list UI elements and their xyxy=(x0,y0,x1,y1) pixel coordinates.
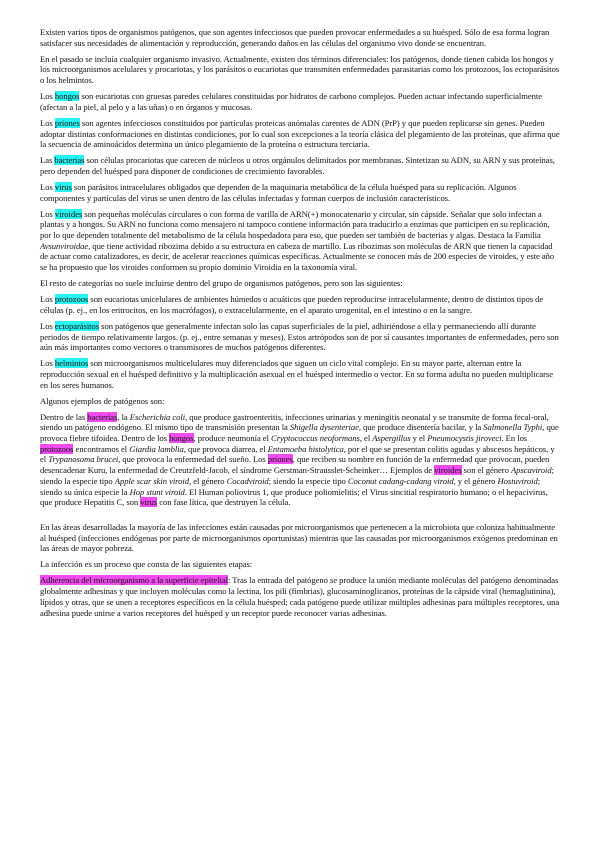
text-run: son parásitos intracelulares obligados que dependen de la maquinaria metabólica de la célula huésped para su replicación. Algunos componentes y partículas del virus se unen dentro de las células infectadas y forman cuerpos de inclusión característicos. xyxy=(40,181,517,203)
text-run: son agentes infecciosos constituidos por partículas proteicas anómalas carentes de ADN (PrP) y que pueden replicarse sin genes. Pueden adoptar distintas conformaciones en distintas condiciones, por lo cual son excepciones a la teoría clásica del plegamiento de las proteínas, que afirma que la secuencia de aminoácidos determina un único plegamiento de la proteína o estructura terciaria. xyxy=(40,117,560,150)
text-run: , que provoca fiebre tifoidea. Dentro de los xyxy=(40,422,559,444)
italic-term: Trypanosoma brucei xyxy=(48,454,119,465)
text-run: , que produce disentería bacilar, y la xyxy=(358,422,484,433)
italic-term: Hostuviroid xyxy=(497,475,538,486)
text-run: ; siendo la especie tipo xyxy=(40,465,554,486)
highlight-virus-example: virus xyxy=(140,497,158,508)
text-run: Los xyxy=(40,91,55,102)
highlight-bacterias: bacterias xyxy=(54,155,85,166)
text-run: , que produce gastroenteritis, infecciones urinarias y meningitis neonatal y se transmite de forma fecal-oral, siendo un patógeno endógeno. El mismo tipo de transmisión presentan la xyxy=(40,411,549,433)
text-run: , que provoca la enfermedad del sueño. Los xyxy=(118,454,268,465)
italic-term: Entamoeba histolytica xyxy=(267,443,344,454)
text-run: La infección es un proceso que consta de las siguientes etapas: xyxy=(40,559,253,570)
italic-term: Avsunviroidae xyxy=(40,240,89,251)
italic-term: Coconut cadang-cadang viroid xyxy=(347,475,454,486)
paragraph-priones xyxy=(40,118,562,150)
text-run: Los xyxy=(40,181,55,192)
text-run: . En los xyxy=(501,433,528,444)
text-run: , que provoca diarrea, el xyxy=(183,443,268,454)
highlight-protozoos: protozoos xyxy=(54,294,89,305)
paragraph-adherencia xyxy=(40,575,562,618)
text-run: son el género xyxy=(461,465,511,476)
text-run: Existen varios tipos de organismos patógenos, que son agentes infecciosos que pueden provocar enfermedades a su huésped. Sólo de esa forma logran satisfacer sus necesidades de alimentación y reproducción, generando daños en las células del organismo vivo donde se encuentran. xyxy=(40,27,550,48)
italic-term: Cocadviroid xyxy=(226,475,269,486)
text-run: : Tras la entrada del patógeno se produce la unión mediante moléculas del patógeno denominadas globalmente adhesinas y que incluyen moléculas como la lectina, los pili (fimbrias), glucosaminoglicanos, proteínas de la cápside viral (hemaglutinina), lípidos y otras, que se unen a receptores específicos en la célula huésped; cada patógeno puede utilizar múltiples adhesinas para múltiples receptores, una adhesina puede unirse a varios receptores del huésped y un receptor puede reconocer varias adhesinas. xyxy=(40,575,560,618)
text-run: , la xyxy=(117,411,130,422)
italic-term: Aspergillus xyxy=(372,433,411,444)
text-run: Los xyxy=(40,208,55,219)
text-run: Las xyxy=(40,155,55,166)
text-run: ; siendo su única especie la xyxy=(40,475,541,497)
text-run: , el xyxy=(359,433,373,444)
paragraph-viroides xyxy=(40,209,562,273)
italic-term: Hop stunt viroid xyxy=(129,486,185,497)
italic-term: Apple scar skin viroid xyxy=(114,475,189,486)
text-run: Los xyxy=(40,320,55,331)
text-run: . El Human poliovirus 1, que produce poliomielitis; el Virus sincitial respiratorio humano; o el hepacivirus, que produce Hepatitis C, son xyxy=(40,486,548,508)
text-run: Los xyxy=(40,117,55,128)
text-run: y el xyxy=(410,433,428,444)
text-run: encontramos el xyxy=(73,443,130,454)
highlight-hongos-example: hongos xyxy=(169,433,194,444)
paragraph-developed-areas xyxy=(40,522,562,554)
text-run: En las áreas desarrolladas la mayoría de las infecciones están causadas por microorganismos que pertenecen a la microbiota que coloniza habitualmente al huésped (infecciones endógenas por parte de microorganismos oportunistas) mientras que las causadas por microorganismos exógenos predominan en las áreas de mayor pobreza. xyxy=(40,521,558,554)
paragraph-other-categories xyxy=(40,278,562,289)
italic-term: Cryptococcus neoformans xyxy=(271,433,360,444)
highlight-priones: priones xyxy=(54,117,80,128)
document-page xyxy=(40,27,562,624)
highlight-hongos: hongos xyxy=(54,91,80,102)
italic-term: Salmonella Typhi xyxy=(483,422,543,433)
italic-term: Pneumocystis jiroveci xyxy=(427,433,502,444)
text-run: En el pasado se incluía cualquier organismo invasivo. Actualmente, existen dos términos diferenciales: los patógenos, donde tienen cabida los hongos y los microorganismos acelulares y procariotas, y los parásitos o eucariotas que transmiten enfermedades parasitarias como los protozoos, los ectoparásitos o los helmintos. xyxy=(40,53,560,86)
text-run: ; siendo la especie tipo xyxy=(268,475,348,486)
text-run: Dentro de las xyxy=(40,411,88,422)
text-run: Los xyxy=(40,358,55,369)
paragraph-bacterias xyxy=(40,155,562,176)
highlight-viroides-example: viroides xyxy=(434,465,462,476)
text-run: , el género xyxy=(189,475,227,486)
paragraph-protozoos xyxy=(40,294,562,315)
text-run: son células procariotas que carecen de núcleos u otros orgánulos delimitados por membranas. Sintetizan su ADN, su ARN y sus proteínas, pero dependen del huésped para disponer de condiciones de crecimiento favorables. xyxy=(40,155,555,176)
paragraph-hongos xyxy=(40,91,562,112)
highlight-viroides: viroides xyxy=(54,208,83,219)
highlight-helmintos: helmintos xyxy=(54,358,89,369)
italic-term: Giardia lamblia xyxy=(129,443,184,454)
text-run: son microorganismos multicelulares muy diferenciados que siguen un ciclo vital complejo. En su mayor parte, alternan entre la reproducción sexual en el huésped definitivo y la multiplicación asexual en el huésped intermedio o vector. En su forma adulta no pueden multiplicarse en los seres humanos. xyxy=(40,358,553,390)
highlight-adherencia: Adherencia del microorganismo a la superficie epitelial xyxy=(40,575,228,586)
text-run: son patógenos que generalmente infectan solo las capas superficiales de la piel, adhiriéndose a ella y permaneciendo allí durante periodos de tiempo relativamente largos. (p. ej., entre semanas y meses). Estos artrópodos son de por sí causantes importantes de enfermedades, pero son aún más importantes como vectores o transmisores de muchos patógenos diferentes. xyxy=(40,320,559,353)
paragraph-infection-stages xyxy=(40,559,562,570)
highlight-ectoparasitos: ectoparásitos xyxy=(54,320,100,331)
italic-term: Shigella dysenteriae xyxy=(289,422,359,433)
text-run: , produce neumonía el xyxy=(193,433,272,444)
paragraph-examples-heading xyxy=(40,396,562,407)
text-run: con fase lítica, que destruyen la célula. xyxy=(157,497,291,508)
text-run: El resto de categorías no suele incluirse dentro del grupo de organismos patógenos, pero son las siguientes: xyxy=(40,278,403,289)
text-run: son eucariotas unicelulares de ambientes húmedos o acuáticos que pueden reproducirse intracelularmente, dentro de distintos tipos de células (p. ej., en los eritrocitos, en los macrófagos), o extracelularmente, en el aparato urogenital, en el intestino o en la sangre. xyxy=(40,294,544,315)
text-run: Los xyxy=(40,294,55,305)
italic-term: Escherichia coli xyxy=(129,411,186,422)
highlight-virus: virus xyxy=(54,181,72,192)
paragraph-virus xyxy=(40,182,562,203)
text-run: , por el que se presentan colitis agudas y abscesos hepáticos, y el xyxy=(40,443,555,465)
text-run: , y el género xyxy=(453,475,498,486)
highlight-priones-example: priones xyxy=(267,454,293,465)
text-run: Algunos ejemplos de patógenos son: xyxy=(40,395,165,406)
text-run: son pequeñas moléculas circulares o con forma de varilla de ARN(+) monocatenario y circular, sin cápside. Señalar que solo infectan a plantas y a hongos. Su ARN no funciona como mensajero ni tampoco contiene información para traducirlo a enzimas que participen en su replicación, por lo que dependen totalmente del metabolismo de la célula hospedadora para eso, que pueden ser también de bacterias y algas. Destaca la Familia xyxy=(40,208,550,241)
highlight-bacterias-example: bacterias xyxy=(87,411,118,422)
paragraph-intro xyxy=(40,27,562,48)
text-run: , que tiene actividad ribozima debido a su estructura en cabeza de martillo. Las ribozimas son moléculas de ARN que tienen la capacidad de actuar como catalizadores, es decir, de acelerar reacciones químicas específicas. Actualmente se conocen más de 200 especies de viroides, y este año se ha propuesto que los viroides conformen su propio dominio Viroidia en la taxonomía viral. xyxy=(40,240,555,273)
paragraph-history xyxy=(40,54,562,86)
highlight-protozoos-example: protozoos xyxy=(40,443,74,454)
text-run: son eucariotas con gruesas paredes celulares constituidas por hidratos de carbono complejos. Pueden actuar infectando superficialmente (afectan a la piel, al pelo y a las uñas) o en órganos y mucosas. xyxy=(40,91,543,112)
paragraph-ectoparasitos xyxy=(40,321,562,353)
italic-term: Apscaviroid xyxy=(510,465,552,476)
paragraph-examples xyxy=(40,412,562,508)
paragraph-helmintos xyxy=(40,358,562,390)
text-run: , que reciben su nombre en función de la enfermedad que provocan, pueden desencadenar Kuru, la enfermedad de Creutzfeld-Jacob, el síndrome Gerstman-Strausslet-Scheinker… Ejemplos de xyxy=(40,454,550,476)
